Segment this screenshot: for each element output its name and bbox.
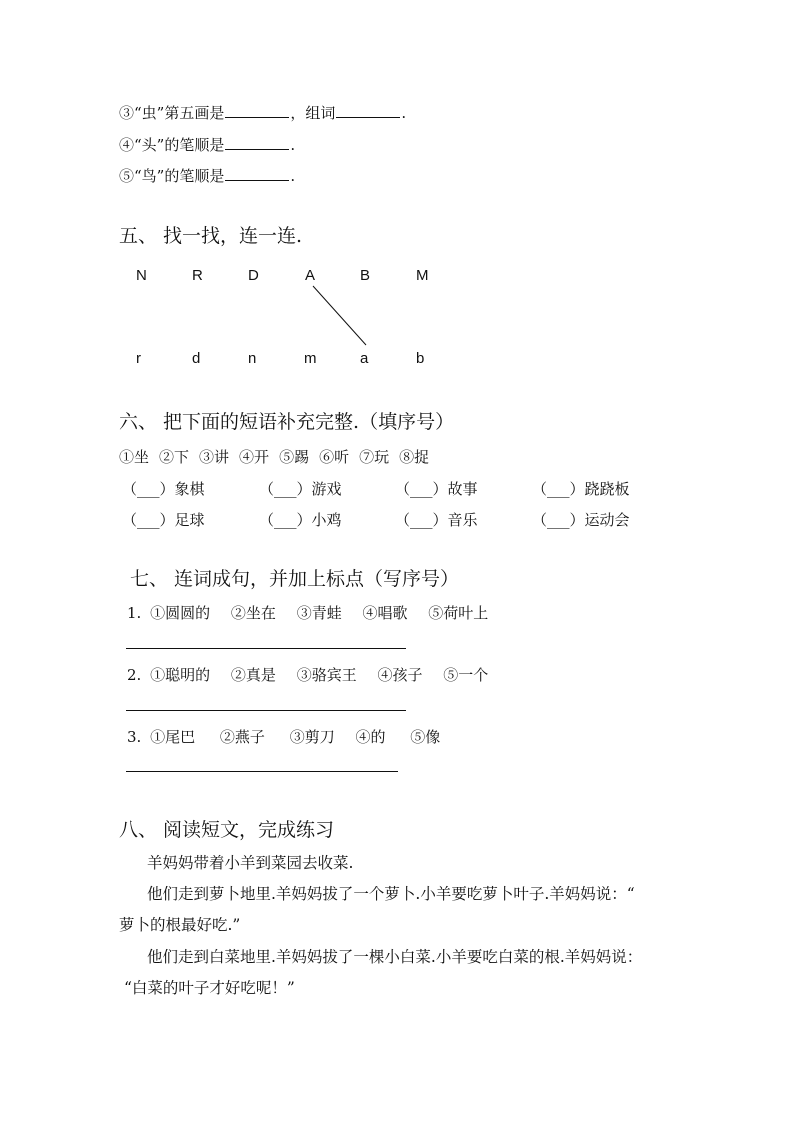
phrase-item[interactable]: （___）音乐 bbox=[395, 511, 478, 529]
question-number: 2. bbox=[127, 666, 142, 684]
passage-line: “白菜的叶子才好吃呢！” bbox=[124, 979, 295, 997]
item-4-end: . bbox=[290, 136, 296, 154]
answer-line[interactable] bbox=[126, 710, 406, 711]
item-5-prefix: ⑤“鸟”的笔顺是 bbox=[119, 167, 225, 185]
section-8-title: 八、 阅读短文，完成练习 bbox=[119, 819, 335, 841]
word-item: ②真是 bbox=[230, 666, 276, 684]
phrase-item[interactable]: （___）小鸡 bbox=[259, 511, 342, 529]
option-item: ⑤踢 bbox=[279, 448, 310, 466]
answer-line[interactable] bbox=[126, 648, 406, 649]
word-item: ④孩子 bbox=[377, 666, 423, 684]
phrase-item[interactable]: （___）象棋 bbox=[122, 480, 205, 498]
lower-letter: n bbox=[248, 350, 257, 367]
phrase-item[interactable]: （___）故事 bbox=[395, 480, 478, 498]
option-item: ①坐 bbox=[119, 448, 150, 466]
question-number: 3. bbox=[127, 728, 142, 746]
item-3-mid: ，组词 bbox=[290, 104, 336, 122]
section-6-title: 六、 把下面的短语补充完整.（填序号） bbox=[119, 411, 455, 433]
word-item: ④的 bbox=[355, 728, 386, 746]
lower-letter: d bbox=[192, 350, 201, 367]
item-4-prefix: ④“头”的笔顺是 bbox=[119, 136, 225, 154]
question-number: 1. bbox=[127, 604, 142, 622]
upper-letter: R bbox=[192, 267, 203, 284]
word-item: ⑤一个 bbox=[443, 666, 489, 684]
upper-letter: D bbox=[248, 267, 259, 284]
lower-letter: a bbox=[360, 350, 369, 367]
phrase-item[interactable]: （___）跷跷板 bbox=[532, 480, 630, 498]
upper-letter: N bbox=[136, 267, 147, 284]
word-item: ④唱歌 bbox=[362, 604, 408, 622]
word-item: ⑤荷叶上 bbox=[428, 604, 489, 622]
word-item: ②坐在 bbox=[230, 604, 276, 622]
option-item: ⑧捉 bbox=[399, 448, 430, 466]
option-item: ②下 bbox=[159, 448, 190, 466]
sentence-question-1 bbox=[127, 602, 498, 623]
passage-line: 他们走到萝卜地里.羊妈妈拔了一个萝卜.小羊要吃萝卜叶子.羊妈妈说：“ bbox=[147, 885, 635, 903]
passage-line: 他们走到白菜地里.羊妈妈拔了一棵小白菜.小羊要吃白菜的根.羊妈妈说： bbox=[147, 948, 643, 966]
sentence-question-3 bbox=[127, 726, 450, 747]
passage-line: 羊妈妈带着小羊到菜园去收菜. bbox=[147, 854, 354, 872]
item-5-end: . bbox=[290, 167, 296, 185]
section-7-title: 七、 连词成句，并加上标点（写序号） bbox=[130, 568, 460, 590]
answer-line[interactable] bbox=[126, 771, 398, 772]
section-5-title: 五、 找一找，连一连. bbox=[119, 225, 303, 247]
phrase-item[interactable]: （___）运动会 bbox=[532, 511, 630, 529]
lower-letter: b bbox=[416, 350, 425, 367]
item-3-end: . bbox=[401, 104, 407, 122]
option-item: ④开 bbox=[239, 448, 270, 466]
sentence-question-2 bbox=[127, 664, 498, 685]
options-row bbox=[119, 446, 439, 467]
option-item: ⑦玩 bbox=[359, 448, 390, 466]
passage-line: 萝卜的根最好吃.” bbox=[119, 916, 241, 934]
upper-letter: M bbox=[416, 267, 429, 284]
word-item: ⑤像 bbox=[410, 728, 441, 746]
match-line bbox=[0, 0, 794, 400]
option-item: ⑥听 bbox=[319, 448, 350, 466]
word-item: ③剪刀 bbox=[289, 728, 335, 746]
item-3-prefix: ③“虫”第五画是 bbox=[119, 104, 225, 122]
word-item: ③骆宾王 bbox=[296, 666, 357, 684]
word-item: ①聪明的 bbox=[150, 666, 211, 684]
option-item: ③讲 bbox=[199, 448, 230, 466]
upper-letter: A bbox=[305, 267, 316, 284]
lower-letter: m bbox=[304, 350, 317, 367]
word-item: ③青蛙 bbox=[296, 604, 342, 622]
phrase-item[interactable]: （___）游戏 bbox=[259, 480, 342, 498]
phrase-item[interactable]: （___）足球 bbox=[122, 511, 205, 529]
word-item: ①圆圆的 bbox=[150, 604, 211, 622]
word-item: ①尾巴 bbox=[150, 728, 196, 746]
upper-letter: B bbox=[360, 267, 371, 284]
lower-letter: r bbox=[136, 350, 141, 367]
word-item: ②燕子 bbox=[219, 728, 265, 746]
